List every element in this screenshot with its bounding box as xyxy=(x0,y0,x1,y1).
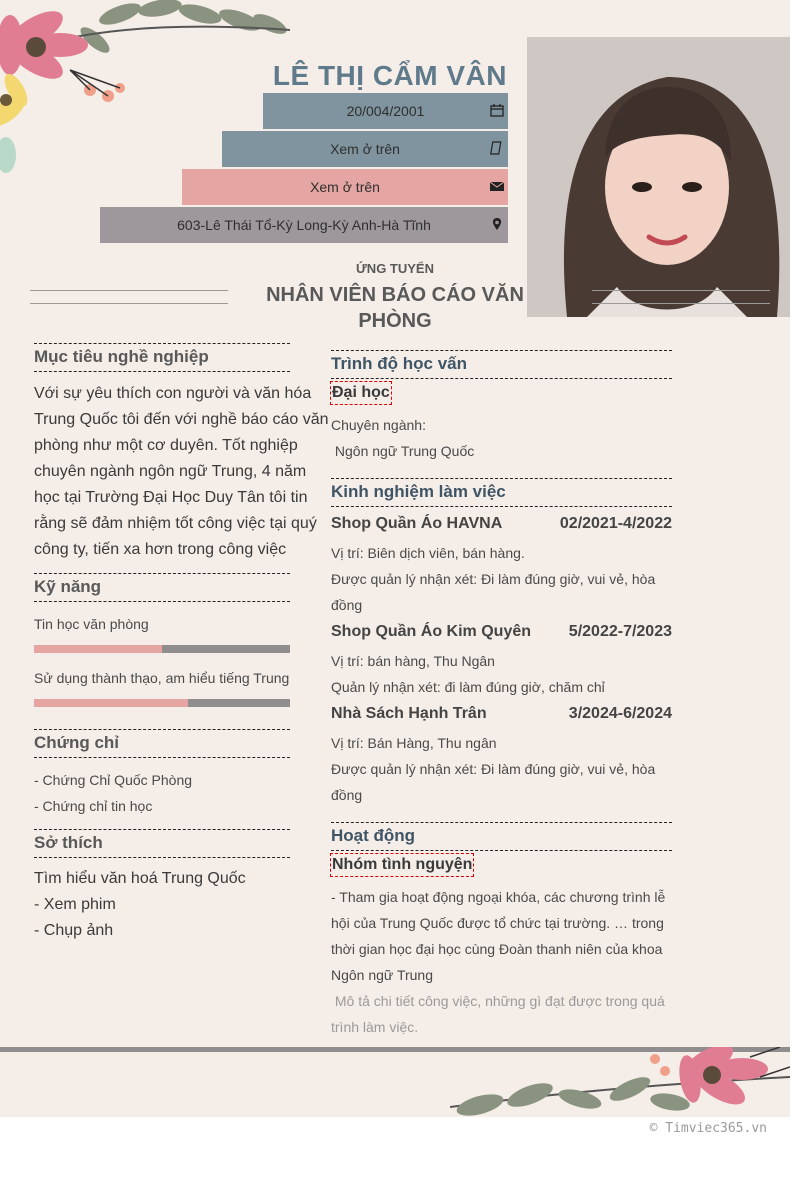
floral-decoration-bottom xyxy=(450,1047,790,1117)
job-period: 5/2022-7/2023 xyxy=(568,623,672,640)
job-detail: Vị trí: Biên dịch viên, bán hàng. xyxy=(331,545,525,561)
activity-placeholder: Mô tả chi tiết công việc, những gì đạt được trong quá trình làm việc. xyxy=(331,993,669,1035)
job-header xyxy=(331,705,672,723)
activity-group: Nhóm tình nguyện xyxy=(330,853,474,877)
email-text: Xem ở trên xyxy=(310,179,380,195)
divider-left-1 xyxy=(30,290,228,291)
job-detail: Vị trí: Bán Hàng, Thu ngân xyxy=(331,735,497,751)
candidate-name: LÊ THỊ CẨM VÂN xyxy=(272,60,507,91)
job-company: Shop Quần Áo HAVNA xyxy=(331,515,503,532)
education-major: Ngôn ngữ Trung Quốc xyxy=(331,443,475,459)
apply-position: NHÂN VIÊN BÁO CÁO VĂN PHÒNG xyxy=(266,284,524,332)
skill-label: Tin học văn phòng xyxy=(34,616,149,632)
divider-left-2 xyxy=(30,303,228,304)
certificates-heading: Chứng chỉ xyxy=(34,729,290,758)
apply-label: ỨNG TUYỂN xyxy=(356,261,434,276)
hobbies-heading: Sở thích xyxy=(34,829,290,858)
skills-heading: Kỹ năng xyxy=(34,573,290,602)
skill-bar-fill xyxy=(34,699,188,707)
profile-photo xyxy=(527,37,790,317)
skill-bar-fill xyxy=(34,645,162,653)
education-degree: Đại học xyxy=(330,381,392,405)
job-detail: Quản lý nhận xét: đi làm đúng giờ, chăm chỉ xyxy=(331,679,605,695)
job-detail: Được quản lý nhận xét: Đi làm đúng giờ, vui vẻ, hòa đồng xyxy=(331,761,656,803)
objective-heading: Mục tiêu nghề nghiệp xyxy=(34,343,290,372)
phone-icon xyxy=(490,141,504,155)
job-detail: Vị trí: bán hàng, Thu Ngân xyxy=(331,653,495,669)
calendar-icon xyxy=(490,103,504,117)
divider-right-1 xyxy=(592,290,770,291)
email-bar xyxy=(182,169,508,205)
job-period: 02/2021-4/2022 xyxy=(559,515,672,532)
map-marker-icon xyxy=(490,217,504,231)
certificate-item: - Chứng Chỉ Quốc Phòng xyxy=(34,772,193,788)
job-period: 3/2024-6/2024 xyxy=(568,705,672,722)
skill-label: Sử dụng thành thạo, am hiểu tiếng Trung xyxy=(34,670,290,686)
phone-bar xyxy=(222,131,508,167)
certificate-item: - Chứng chỉ tin học xyxy=(34,798,153,814)
hobby-item: - Chụp ảnh xyxy=(34,922,114,939)
skill-bar xyxy=(34,699,290,707)
activity-text: - Tham gia hoạt động ngoại khóa, các chương trình lễ hội của Trung Quốc được tổ chức tại trường. … trong thời gian học đại học cùng Đoàn thanh niên của khoa Ngôn ngữ Trung xyxy=(331,889,666,983)
job-company: Nhà Sách Hạnh Trân xyxy=(331,705,487,722)
experience-heading: Kinh nghiệm làm việc xyxy=(331,478,672,507)
education-major-label: Chuyên ngành: xyxy=(331,417,426,433)
objective-text: Với sự yêu thích con người và văn hóa Trung Quốc tôi đến với nghề báo cáo văn phòng như một cơ duyên. Tốt nghiệp chuyên ngành ngôn ngữ Trung, 4 năm học tại Trường Đại Học Duy Tân tôi tin rằng sẽ đảm nhiệm tốt công việc tại quý công ty, tiến xa hơn trong công việc xyxy=(34,385,329,558)
job-header xyxy=(331,623,672,641)
address-text: 603-Lê Thái Tổ-Kỳ Long-Kỳ Anh-Hà Tĩnh xyxy=(177,217,431,233)
birthdate-bar xyxy=(263,93,508,129)
phone-text: Xem ở trên xyxy=(330,141,400,157)
envelope-icon xyxy=(490,179,504,193)
education-heading: Trình độ học vấn xyxy=(331,350,672,379)
hobby-item: - Xem phim xyxy=(34,896,116,913)
divider-right-2 xyxy=(592,303,770,304)
hobby-item: Tìm hiểu văn hoá Trung Quốc xyxy=(34,870,246,887)
job-detail: Được quản lý nhận xét: Đi làm đúng giờ, vui vẻ, hòa đồng xyxy=(331,571,656,613)
copyright-text: © Timviec365.vn xyxy=(649,1121,767,1136)
skill-bar xyxy=(34,645,290,653)
job-company: Shop Quần Áo Kim Quyên xyxy=(331,623,532,640)
birthdate-text: 20/004/2001 xyxy=(346,103,425,119)
activities-heading: Hoạt động xyxy=(331,822,672,851)
job-header xyxy=(331,515,672,533)
address-bar xyxy=(100,207,508,243)
